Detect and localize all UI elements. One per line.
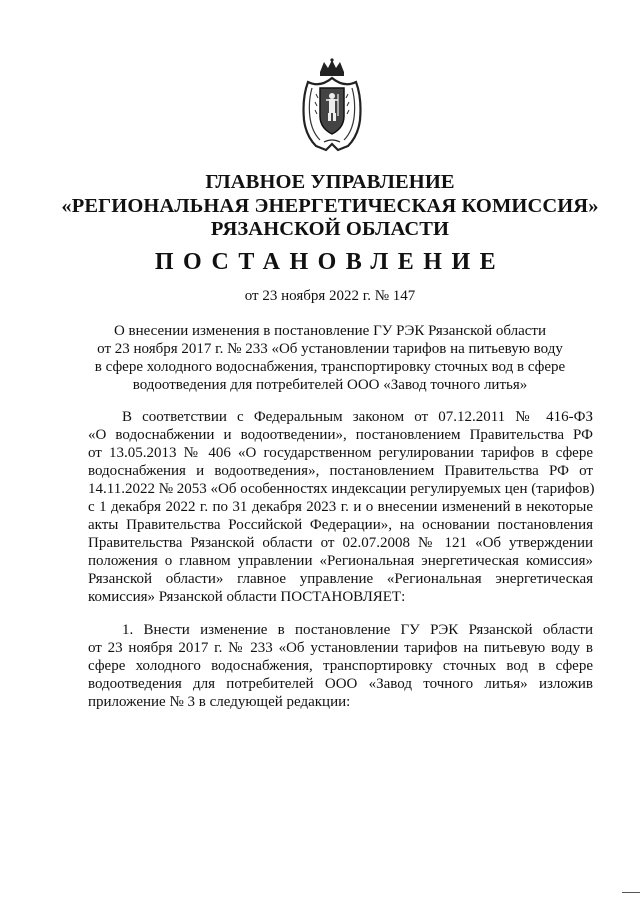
subject-line-1: О внесении изменения в постановление ГУ РЭК Рязанской области (113, 323, 547, 339)
org-name-line-2: «РЕГИОНАЛЬНАЯ ЭНЕРГЕТИЧЕСКАЯ КОМИССИЯ» (61, 195, 599, 217)
coat-of-arms-icon (298, 58, 366, 154)
clause-line: 1. Внести изменение в постановление ГУ РЭК Рязанской области (122, 622, 593, 638)
preamble-line: с 1 декабря 2022 г. по 31 декабря 2023 г. и о внесении изменений в некоторые (88, 499, 593, 515)
preamble-line: акты Правительства Российской Федерации», на основании постановления (88, 517, 593, 533)
preamble-line: положения о главном управлении «Региональная энергетическая комиссия» (88, 553, 593, 569)
preamble-line: 14.11.2022 № 2053 «Об особенностях индексации регулируемых цен (тарифов) (88, 481, 595, 497)
subject-line-4: водоотведения для потребителей ООО «Завод точного литья» (132, 377, 528, 393)
scan-edge-mark (622, 892, 640, 893)
clause-line: приложение № 3 в следующей редакции: (88, 694, 351, 710)
preamble-line: «О водоснабжении и водоотведении», постановлением Правительства РФ (88, 427, 593, 443)
preamble-line: водоснабжения и водоотведения», постановлением Правительства РФ от (88, 463, 593, 479)
clause-line: водоотведения для потребителей ООО «Завод точного литья» изложив (88, 676, 593, 692)
document-type-title: ПОСТАНОВЛЕНИЕ (154, 249, 506, 275)
preamble-line: от 13.05.2013 № 406 «О государственном регулировании тарифов в сфере (88, 445, 593, 461)
subject-line-3: в сфере холодного водоснабжения, транспортировку сточных вод в сфере (94, 359, 566, 375)
preamble-line: Рязанской области» главное управление «Региональная энергетическая (88, 571, 593, 587)
preamble-line: В соответствии с Федеральным законом от 07.12.2011 № 416-ФЗ (122, 409, 593, 425)
document-date-number: от 23 ноября 2022 г. № 147 (244, 288, 416, 304)
org-name-line-3: РЯЗАНСКОЙ ОБЛАСТИ (210, 218, 450, 240)
subject-line-2: от 23 ноября 2017 г. № 233 «Об установлении тарифов на питьевую воду (97, 341, 563, 357)
preamble-line: комиссия» Рязанской области ПОСТАНОВЛЯЕТ: (88, 589, 406, 605)
preamble-line: Правительства Рязанской области от 02.07.2008 № 121 «Об утверждении (88, 535, 593, 551)
clause-line: от 23 ноября 2017 г. № 233 «Об установлении тарифов на питьевую воду в (88, 640, 593, 656)
org-name-line-1: ГЛАВНОЕ УПРАВЛЕНИЕ (205, 171, 455, 193)
clause-line: сфере холодного водоснабжения, транспортировку сточных вод в сфере (88, 658, 593, 674)
